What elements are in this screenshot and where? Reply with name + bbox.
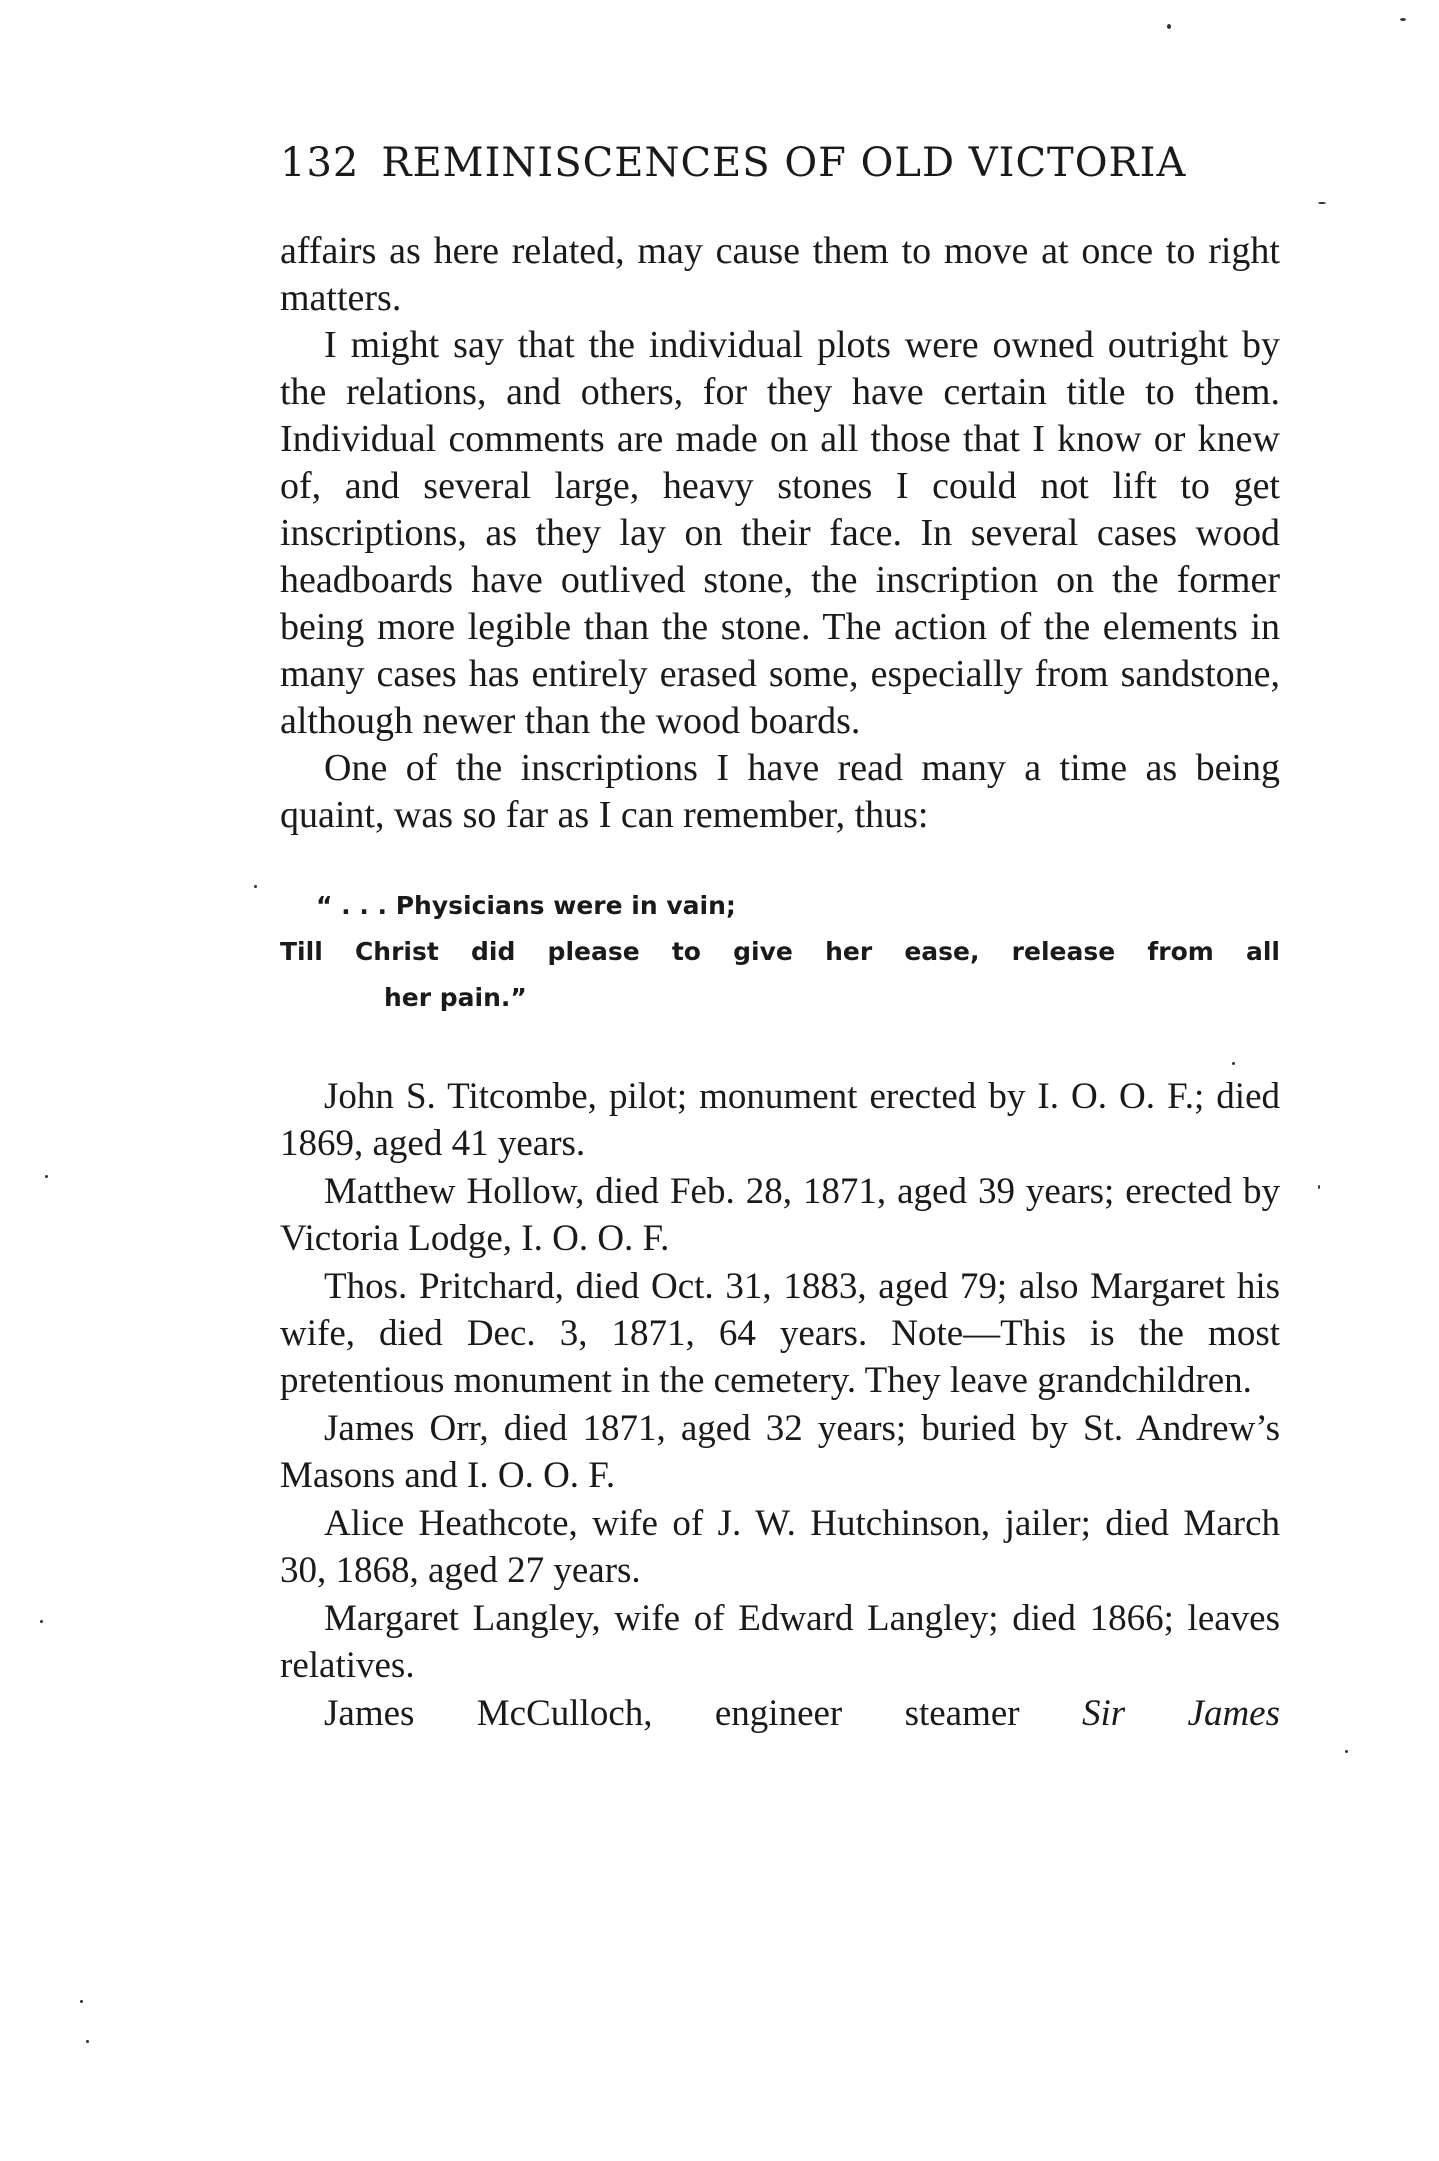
scan-speck	[254, 885, 257, 888]
cemetery-entry	[280, 1690, 1280, 1737]
scan-speck	[40, 1620, 43, 1623]
paragraph: affairs as here related, may cause them to move at once to right matters.	[280, 230, 1280, 319]
paragraph: One of the inscriptions I have read many a time as being quaint, was so far as I can remember, thus:	[280, 747, 1280, 836]
paragraph: I might say that the individual plots were owned outright by the relations, and others, for they have certain title to them. Individual comments are made on all those that I know or knew of, and several large, heavy stones I could not lift to get inscriptions, as they lay on their face. In several cases wood headboards have outlived stone, the inscription on the former being more legible than the stone. The action of the elements in many cases has entirely erased some, especially from sandstone, although newer than the wood boards.	[280, 324, 1280, 742]
epitaph-quote	[280, 883, 1280, 1021]
scan-speck	[1318, 202, 1326, 204]
scan-speck	[45, 1175, 48, 1178]
ship-name: Sir James	[1082, 1693, 1280, 1734]
running-head	[280, 140, 1280, 186]
cemetery-entry: Matthew Hollow, died Feb. 28, 1871, aged 39 years; erected by Victoria Lodge, I. O. O. F.	[280, 1171, 1280, 1259]
cemetery-entry: John S. Titcombe, pilot; monument erected by I. O. O. F.; died 1869, aged 41 years.	[280, 1076, 1280, 1164]
epitaph-line: Till Christ did please to give her ease, release from all	[280, 937, 1280, 966]
scan-speck	[86, 2040, 89, 2043]
epitaph-line: “ . . . Physicians were in vain;	[316, 891, 736, 920]
cemetery-entry: Alice Heathcote, wife of J. W. Hutchinson, jailer; died March 30, 1868, aged 27 years.	[280, 1503, 1280, 1591]
scan-speck	[1167, 24, 1171, 29]
book-title: REMINISCENCES OF OLD VICTORIA	[381, 140, 1187, 186]
page-number: 132	[280, 140, 360, 186]
scan-speck	[1400, 18, 1406, 21]
entry-text: James McCulloch, engineer steamer	[324, 1693, 1020, 1734]
scan-speck	[80, 2000, 83, 2003]
cemetery-entry: James Orr, died 1871, aged 32 years; buried by St. Andrew’s Masons and I. O. O. F.	[280, 1408, 1280, 1496]
scan-speck	[1345, 1750, 1348, 1753]
epitaph-line: her pain.”	[384, 983, 527, 1012]
cemetery-entry: Thos. Pritchard, died Oct. 31, 1883, aged 79; also Margaret his wife, died Dec. 3, 1871, 64 years. Note—This is the most pretentious monument in the cemetery. They leave grandchildren.	[280, 1266, 1280, 1401]
book-page	[280, 140, 1280, 1738]
cemetery-entry: Margaret Langley, wife of Edward Langley; died 1866; leaves relatives.	[280, 1598, 1280, 1686]
scan-speck	[1318, 1185, 1320, 1189]
